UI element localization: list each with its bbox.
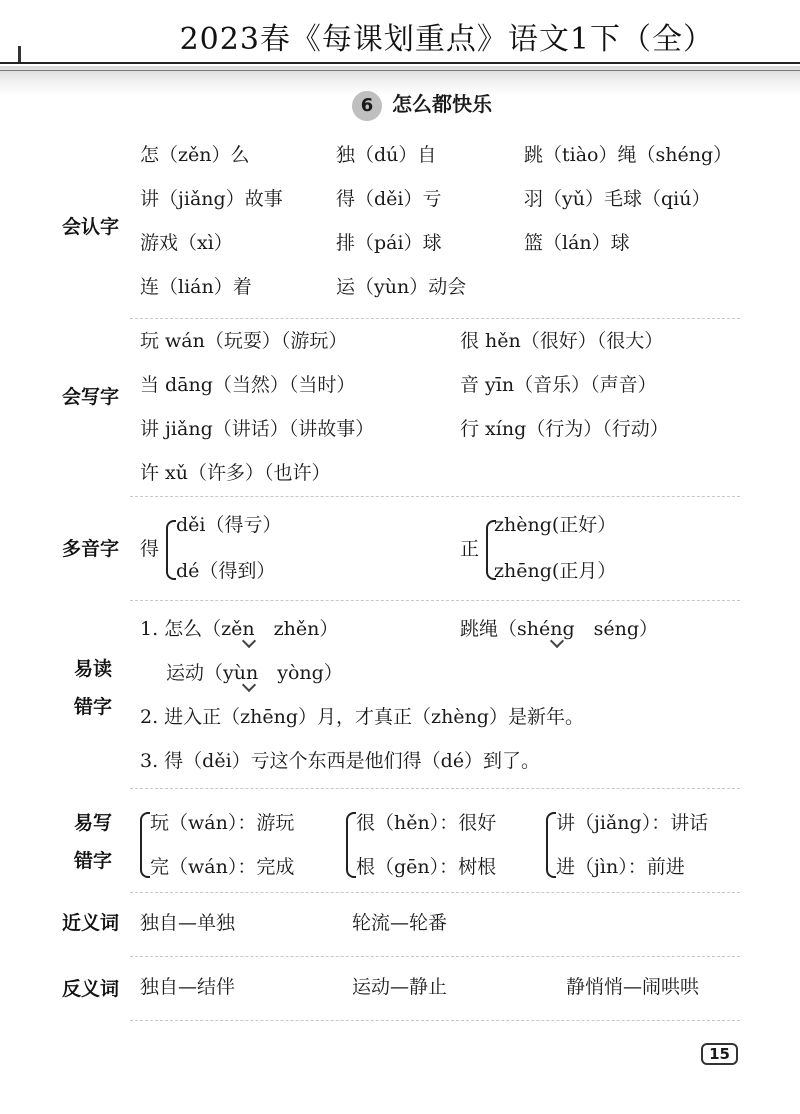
brace-icon: [140, 812, 150, 878]
brace-icon: [166, 520, 176, 580]
recognize-item: 得（děi）亏: [336, 188, 442, 210]
polyphone-reading: zhēng(正月）: [494, 560, 617, 582]
antonym-item: 独自—结伴: [140, 976, 236, 998]
polyphone-reading: děi（得亏）: [176, 514, 282, 536]
miswrite-item: 玩（wán）：游玩: [150, 812, 295, 834]
polyphone-char: 正: [460, 538, 480, 560]
section-label-misread: 易读: [74, 658, 113, 680]
brace-icon: [346, 812, 356, 878]
misread-line: 2. 进入正（zhēng）月，才真正（zhèng）是新年。: [140, 706, 584, 728]
section-label-miswrite-2: 错字: [74, 850, 113, 872]
antonym-item: 静悄悄—闹哄哄: [566, 976, 700, 998]
section-label-write: 会写字: [62, 386, 120, 408]
section-divider: [130, 1020, 740, 1021]
write-item: 行 xíng（行为）（行动）: [460, 418, 669, 440]
header-rule-thin: [0, 70, 800, 71]
brace-icon: [546, 812, 556, 878]
recognize-item: 运（yùn）动会: [336, 276, 467, 298]
misread-line: 运动（yùn yòng）: [166, 662, 343, 684]
recognize-item: 羽（yǔ）毛球（qiú）: [524, 188, 711, 210]
miswrite-item: 很（hěn）：很好: [356, 812, 497, 834]
misread-line: 跳绳（shéng séng）: [460, 618, 659, 640]
write-item: 玩 wán（玩耍）（游玩）: [140, 330, 348, 352]
write-item: 许 xǔ（许多）（也许）: [140, 462, 331, 484]
recognize-item: 篮（lán）球: [524, 232, 630, 254]
header-rule: [0, 62, 800, 64]
section-label-antonyms: 反义词: [62, 978, 120, 1000]
antonym-item: 运动—静止: [352, 976, 448, 998]
miswrite-item: 讲（jiǎng）：讲话: [556, 812, 709, 834]
write-item: 讲 jiǎng（讲话）（讲故事）: [140, 418, 375, 440]
section-divider: [130, 892, 740, 893]
polyphone-char: 得: [140, 538, 160, 560]
page-header-title: 2023春《每课划重点》语文1下（全）: [179, 22, 714, 57]
page-number: 15: [701, 1043, 738, 1065]
section-divider: [130, 600, 740, 601]
section-label-miswrite: 易写: [74, 812, 113, 834]
misread-line: 3. 得（děi）亏这个东西是他们得（dé）到了。: [140, 750, 541, 772]
section-divider: [130, 788, 740, 789]
miswrite-item: 完（wán）：完成: [150, 856, 295, 878]
write-item: 音 yīn（音乐）（声音）: [460, 374, 657, 396]
recognize-item: 跳（tiào）绳（shéng）: [524, 144, 733, 166]
recognize-item: 独（dú）自: [336, 144, 437, 166]
lesson-heading: [352, 88, 492, 121]
polyphone-reading: dé（得到）: [176, 560, 276, 582]
write-item: 很 hěn（很好）（很大）: [460, 330, 664, 352]
recognize-item: 排（pái）球: [336, 232, 442, 254]
misread-line: 1. 怎么（zěn zhěn）: [140, 618, 339, 640]
recognize-item: 怎（zěn）么: [140, 144, 250, 166]
recognize-item: 游戏（xì）: [140, 232, 233, 254]
polyphone-reading: zhèng(正好）: [494, 514, 617, 536]
recognize-item: 讲（jiǎng）故事: [140, 188, 283, 210]
synonym-item: 独自—单独: [140, 912, 236, 934]
section-label-recognize: 会认字: [62, 216, 120, 238]
section-divider: [130, 956, 740, 957]
recognize-item: 连（lián）着: [140, 276, 252, 298]
section-divider: [130, 318, 740, 319]
section-divider: [130, 496, 740, 497]
synonym-item: 轮流—轮番: [352, 912, 448, 934]
write-item: 当 dāng（当然）（当时）: [140, 374, 356, 396]
section-label-misread-2: 错字: [74, 696, 113, 718]
section-label-synonyms: 近义词: [62, 912, 120, 934]
miswrite-item: 进（jìn）：前进: [556, 856, 685, 878]
section-label-polyphone: 多音字: [62, 538, 120, 560]
miswrite-item: 根（gēn）：树根: [356, 856, 497, 878]
lesson-title: 怎么都快乐: [392, 92, 492, 116]
lesson-number-badge: 6: [352, 91, 382, 121]
